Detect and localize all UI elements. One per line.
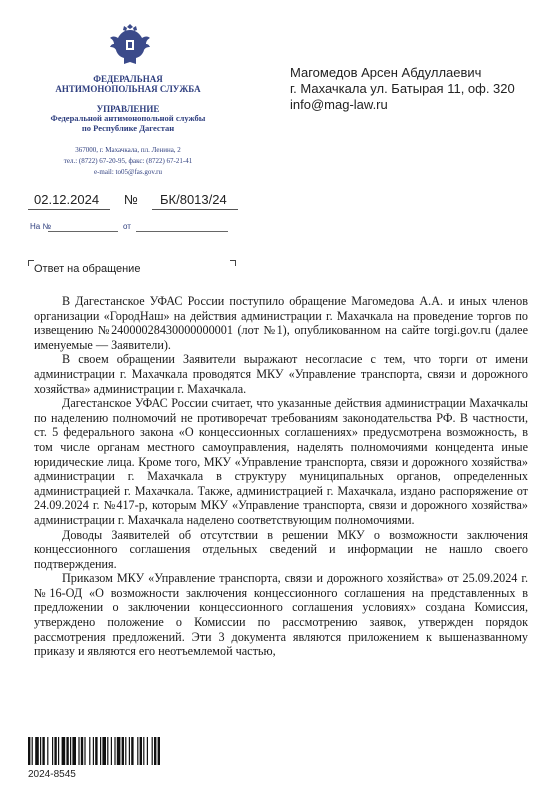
barcode-bar (70, 737, 71, 765)
body-paragraph-4: Доводы Заявителей об отсутствии в решении МКУ о возможности заключения концессионного соглашения отдельных сведений и информации не нашло своего подтверждения. (34, 527, 528, 571)
barcode-bar (147, 737, 148, 765)
agency-address: 367000, г. Махачкала, пл. Ленина, 2 (75, 146, 181, 154)
reference-date-label: от (123, 222, 131, 231)
body-paragraph-2: В своем обращении Заявители выражают несогласие с тем, что торги от имени администрации г. Махачкала проводятся МКУ «Управление транспорта, связи и дорожного хозяйства» администрации г. Махачкала. (34, 352, 528, 396)
barcode-bar (54, 737, 56, 765)
body-paragraph-5: Приказом МКУ «Управление транспорта, связи и дорожного хозяйства» от 25.09.2024 г. №16-ОД «О возможности заключения концессионного соглашения на представленных в предложении о заключении концессионного соглашения условиях» создана Комиссия, утверждено положение о Комиссии по рассмотрению заявок, утвержден порядок рассмотрения предложений. Эти 3 документа являются приложением к вышеназванному приказу и являются его неотъемлемой частью, (34, 571, 528, 659)
barcode-bar (47, 737, 48, 765)
barcode-bar (72, 737, 76, 765)
russian-double-headed-eagle-icon (108, 18, 152, 68)
agency-phone-fax: тел.: (8722) 67-20-95, факс: (8722) 67-21-41 (63, 157, 193, 165)
barcode-bar (100, 737, 101, 765)
barcode-bar (125, 737, 126, 765)
barcode-bar (78, 737, 79, 765)
barcode-bar (143, 737, 144, 765)
recipient-address: г. Махачкала ул. Батырая 11, оф. 320 (290, 81, 515, 96)
agency-name-line1: ФЕДЕРАЛЬНАЯ (93, 74, 163, 84)
barcode-bar (40, 737, 41, 765)
barcode-bar (66, 737, 68, 765)
barcode-bar (42, 737, 44, 765)
registration-number: БК/8013/24 (160, 192, 227, 207)
barcode-bar (58, 737, 59, 765)
barcode-bar (154, 737, 156, 765)
recipient-email: info@mag-law.ru (290, 97, 388, 112)
barcode-bar (114, 737, 115, 765)
barcode-bar (129, 737, 130, 765)
subject-bracket-right (230, 260, 236, 266)
barcode-bar (32, 737, 33, 765)
reference-date-line (136, 231, 228, 232)
barcode-bar (122, 737, 124, 765)
reference-number-label: На № (30, 222, 52, 231)
barcode-number: 2024-8545 (28, 769, 76, 780)
barcode-bar (52, 737, 53, 765)
barcode-bar (137, 737, 138, 765)
barcode-bar (107, 737, 108, 765)
barcode-bar (62, 737, 66, 765)
barcode-bar (28, 737, 30, 765)
letter-body (34, 294, 528, 659)
barcode-bar (81, 737, 83, 765)
department-title: УПРАВЛЕНИЕ (96, 104, 160, 114)
barcode-bar (93, 737, 94, 765)
body-paragraph-3: Дагестанское УФАС России считает, что указанные действия администрации Махачкалы по наделению полномочий не противоречат требованиям законодательства РФ. В частности, ст. 5 федерального закона «О концессионных соглашениях» предусмотрена возможность, в том числе органам местного самоуправления, наделять полномочиями концедента иные юридические лица. Кроме того, МКУ «Управление транспорта, связи и дорожного хозяйства» администрации г. Махачкала в структуру муниципальных органов, определенных администрацией г. Махачкала. Также, администрацией г. Махачкала, издано распоряжение от 24.09.2024 г. №417-р, которым МКУ «Управление транспорта, связи и дорожного хозяйства» администрации г. Махачкала наделено соответствующим полномочиями. (34, 396, 528, 527)
reference-number-line (48, 231, 118, 232)
number-underline (152, 209, 238, 210)
barcode-bar (158, 737, 160, 765)
date-underline (28, 209, 110, 210)
registration-number-sign: № (124, 192, 138, 207)
body-paragraph-1: В Дагестанское УФАС России поступило обращение Магомедова А.А. и иных членов организации «ГородНаш» на действия администрации г. Махачкала на проведение торгов по извещению №24000028430000000001 (лот №1), опубликованном на сайте torgi.gov.ru (далее именуемые — Заявители). (34, 294, 528, 352)
agency-name-line2: АНТИМОНОПОЛЬНАЯ СЛУЖБА (55, 84, 201, 94)
barcode-bar (131, 737, 133, 765)
barcode-bar (89, 737, 90, 765)
barcode-bar (117, 737, 121, 765)
barcode-bar (102, 737, 106, 765)
barcode-bar (35, 737, 39, 765)
recipient-name: Магомедов Арсен Абдуллаевич (290, 65, 482, 80)
barcode-bar (152, 737, 153, 765)
barcode-bar (140, 737, 142, 765)
recipient-block (290, 65, 515, 113)
registration-date: 02.12.2024 (34, 192, 100, 207)
barcode-icon (28, 737, 214, 765)
barcode-bar (84, 737, 85, 765)
letter-subject: Ответ на обращение (34, 263, 141, 275)
agency-email: e-mail: to05@fas.gov.ru (93, 168, 162, 176)
barcode-bar (95, 737, 97, 765)
department-line2: Федеральной антимонопольной службы (50, 113, 206, 123)
barcode-bar (111, 737, 112, 765)
department-line3: по Республике Дагестан (81, 123, 175, 133)
